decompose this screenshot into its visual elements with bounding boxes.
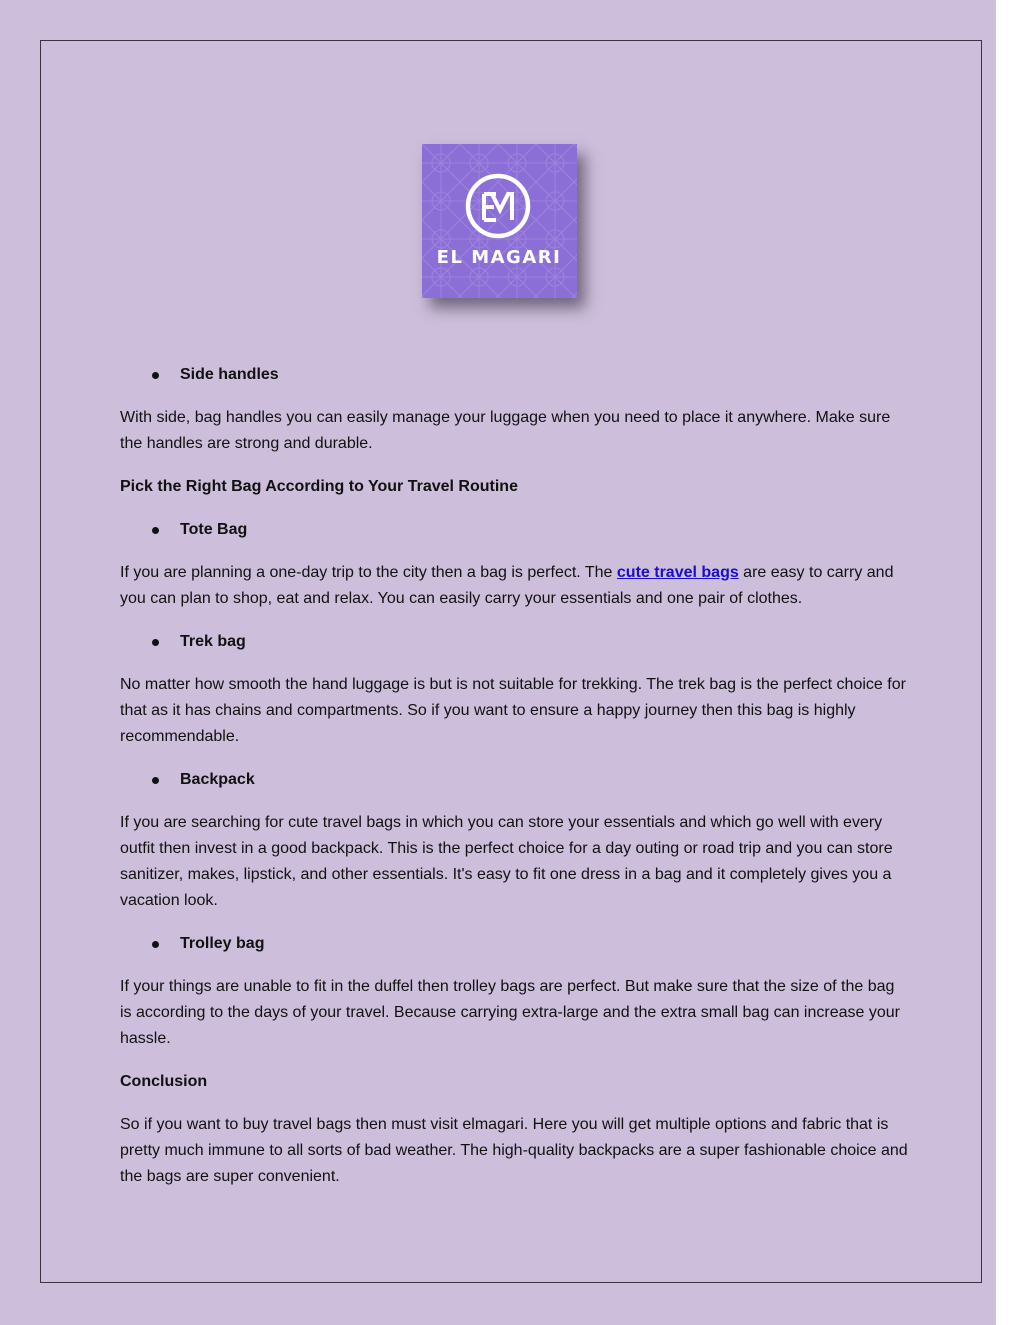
bullet-trek-bag [120, 629, 910, 655]
logo-image [422, 144, 577, 298]
bullet-backpack [120, 767, 910, 793]
logo-brand-text: EL MAGARI [436, 247, 562, 268]
article-body [120, 362, 910, 1207]
bullet-tote-bag [120, 517, 910, 543]
paragraph-tote-bag [120, 560, 910, 612]
bullet-label: Backpack [180, 771, 255, 788]
paragraph-trek-bag: No matter how smooth the hand luggage is but is not suitable for trekking. The trek bag is the perfect choice for that as it has chains and compartments. So if you want to ensure a happy journey then this bag is highly recommendable. [120, 676, 906, 745]
bullet-trolley-bag [120, 931, 910, 957]
tote-text-after-link: are easy to carry and you can plan to shop, eat and relax. You can easily carry your essentials and one pair of clothes. [120, 564, 894, 607]
bullet-label: Trolley bag [180, 935, 265, 952]
el-magari-logo [422, 144, 577, 298]
bullet-dot-icon [152, 777, 159, 784]
bullet-side-handles [120, 362, 910, 388]
bullet-label: Tote Bag [180, 521, 248, 538]
paragraph-side-handles: With side, bag handles you can easily manage your luggage when you need to place it anywhere. Make sure the handles are strong and durable. [120, 409, 891, 452]
bullet-dot-icon [152, 372, 159, 379]
heading-conclusion: Conclusion [120, 1073, 208, 1090]
bullet-label: Trek bag [180, 633, 246, 650]
paragraph-trolley-bag: If your things are unable to fit in the duffel then trolley bags are perfect. But make sure that the size of the bag is according to the days of your travel. Because carrying extra-large and the extra small bag can increase your hassle. [120, 978, 900, 1047]
bullet-label: Side handles [180, 366, 279, 383]
paragraph-backpack: If you are searching for cute travel bags in which you can store your essentials and which go well with every outfit then invest in a good backpack. This is the perfect choice for a day outing or road trip and you can store sanitizer, makes, lipstick, and other essentials. It's easy to fit one dress in a bag and it completely gives you a vacation look. [120, 814, 893, 909]
bullet-dot-icon [152, 941, 159, 948]
bullet-dot-icon [152, 527, 159, 534]
tote-text-before-link: If you are planning a one-day trip to the city then a bag is perfect. The [120, 564, 617, 581]
cute-travel-bags-link[interactable]: cute travel bags [616, 564, 739, 581]
heading-pick-right-bag: Pick the Right Bag According to Your Travel Routine [120, 478, 518, 495]
paragraph-conclusion: So if you want to buy travel bags then must visit elmagari. Here you will get multiple options and fabric that is pretty much immune to all sorts of bad weather. The high-quality backpacks are a super fashionable choice and the bags are super convenient. [120, 1116, 908, 1185]
bullet-dot-icon [152, 639, 159, 646]
